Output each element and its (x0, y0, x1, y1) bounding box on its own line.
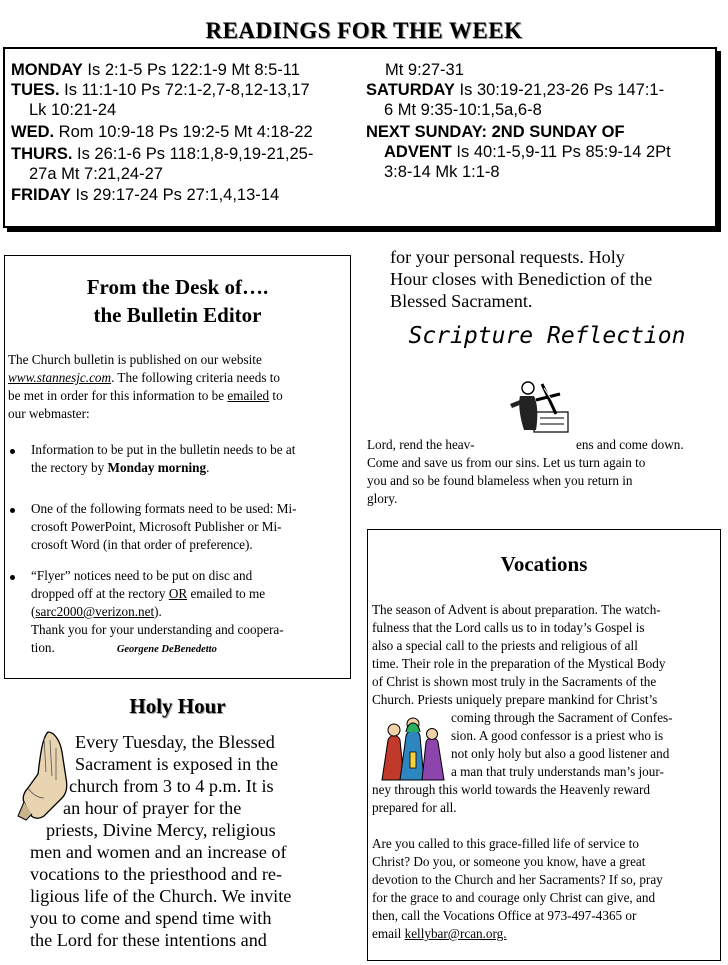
holy-hour-line6: men and women and an increase of (30, 842, 287, 862)
reflection-line2: Come and save us from our sins. Let us turn again to (367, 455, 646, 470)
vocations-paragraph-2: Are you called to this grace-filled life of service to Christ? Do you, or someone you know, have a great devotion to the Church and her Sacraments? If so, pray for the grace to and courage only Christ can give, and then, call the Vocations Office at 973-497-4365 or email kellybar@rcan.org. (372, 836, 663, 941)
editor-bullet-1: Information to be put in the bulletin needs to be at the rectory by Monday morning. (31, 442, 296, 475)
reading-saturday: SATURDAY Is 30:19-21,23-26 Ps 147:1- 6 Mt 9:35-10:1,5a,6-8 (366, 81, 665, 119)
vocations-paragraph-1-wrap: coming through the Sacrament of Confes- sion. A good confessor is a priest who is not only holy but also a good listener and a man that truly understands man’s jour- (451, 710, 673, 779)
reading-friday-cont: Mt 9:27-31 (385, 61, 464, 79)
bullet-dot (10, 575, 15, 580)
bullet-dot (10, 449, 15, 454)
reflection-line4: glory. (367, 491, 398, 506)
editor-bullet-3: “Flyer” notices need to be put on disc and dropped off at the rectory OR emailed to me (sarc2000@verizon.net). Thank you for your understanding and coopera- tion. Georgene DeBenedetto (31, 568, 284, 655)
editor-box (4, 255, 351, 679)
editor-title-line1: From the Desk of…. (86, 275, 269, 299)
reading-friday: FRIDAY Is 29:17-24 Ps 27:1,4,13-14 (11, 186, 280, 204)
holy-hour-cont1: for your personal requests. Holy (390, 247, 625, 267)
holy-hour-line7: vocations to the priesthood and re- (30, 864, 283, 884)
signature: Georgene DeBenedetto (116, 644, 217, 655)
page-title: READINGS FOR THE WEEK (205, 18, 523, 43)
holy-hour-line2: Sacrament is exposed in the (75, 754, 279, 774)
holy-hour-title: Holy Hour (129, 694, 226, 718)
readings-box (3, 47, 717, 228)
reading-tuesday: TUES. Is 11:1-10 Ps 72:1-2,7-8,12-13,17 Lk 10:21-24 (11, 81, 310, 119)
vocations-paragraph-1: The season of Advent is about preparation. The watch- fulness that the Lord calls us to in today’s Gospel is also a special call to the priests and religious of all time. Their role in the preparation of the Mystical Body of Christ is shown most truly in the Sacraments of the Church. Priests uniquely prepare mankind for Christ’s (372, 602, 666, 707)
editor-email-link[interactable]: sarc2000@verizon.net (35, 604, 155, 619)
vocations-box (367, 529, 721, 961)
holy-hour-cont3: Blessed Sacrament. (390, 291, 533, 311)
jesus-cross-icon (506, 378, 570, 434)
holy-hour-line1: Every Tuesday, the Blessed (75, 732, 275, 752)
vocations-paragraph-1-end: ney through this world towards the Heavenly reward prepared for all. (372, 782, 650, 815)
holy-hour-line10: the Lord for these intentions and (30, 930, 267, 950)
reading-wednesday: WED. Rom 10:9-18 Ps 19:2-5 Mt 4:18-22 (11, 123, 313, 141)
reflection-line1a: Lord, rend the heav- (367, 437, 475, 452)
reading-monday: MONDAY Is 2:1-5 Ps 122:1-9 Mt 8:5-11 (11, 61, 300, 79)
editor-bullet-2: One of the following formats need to be used: Mi- crosoft PowerPoint, Microsoft Publisher or Mi- crosoft Word (in that order of preference). (31, 501, 297, 552)
editor-title-line2: the Bulletin Editor (93, 303, 262, 327)
vocations-email-link[interactable]: kellybar@rcan.org. (404, 926, 507, 941)
vocations-title: Vocations (500, 552, 588, 576)
editor-intro: The Church bulletin is published on our website www.stannesjc.com. The following criteria needs to be met in order for this information to be emailed to our webmaster: (8, 352, 283, 421)
reflection-line1b: ens and come down. (576, 437, 684, 452)
reflection-title: Scripture Reflection (408, 323, 686, 349)
holy-family-icon (374, 712, 448, 782)
holy-hour-line8: ligious life of the Church. We invite (30, 886, 292, 906)
website-link[interactable]: www.stannesjc.com (8, 370, 112, 385)
holy-hour-line5: priests, Divine Mercy, religious (46, 820, 276, 840)
reading-thursday: THURS. Is 26:1-6 Ps 118:1,8-9,19-21,25- 27a Mt 7:21,24-27 (11, 145, 314, 183)
holy-hour-cont2: Hour closes with Benediction of the (390, 269, 653, 289)
reflection-line3: you and so be found blameless when you return in (367, 473, 633, 488)
holy-hour-line9: you to come and spend time with (30, 908, 272, 928)
bullet-dot (10, 508, 15, 513)
reading-next-sunday: NEXT SUNDAY: 2ND SUNDAY OF ADVENT Is 40:1-5,9-11 Ps 85:9-14 2Pt 3:8-14 Mk 1:1-8 (366, 123, 671, 181)
holy-hour-line3: church from 3 to 4 p.m. It is (69, 776, 274, 796)
holy-hour-line4: an hour of prayer for the (63, 798, 242, 818)
